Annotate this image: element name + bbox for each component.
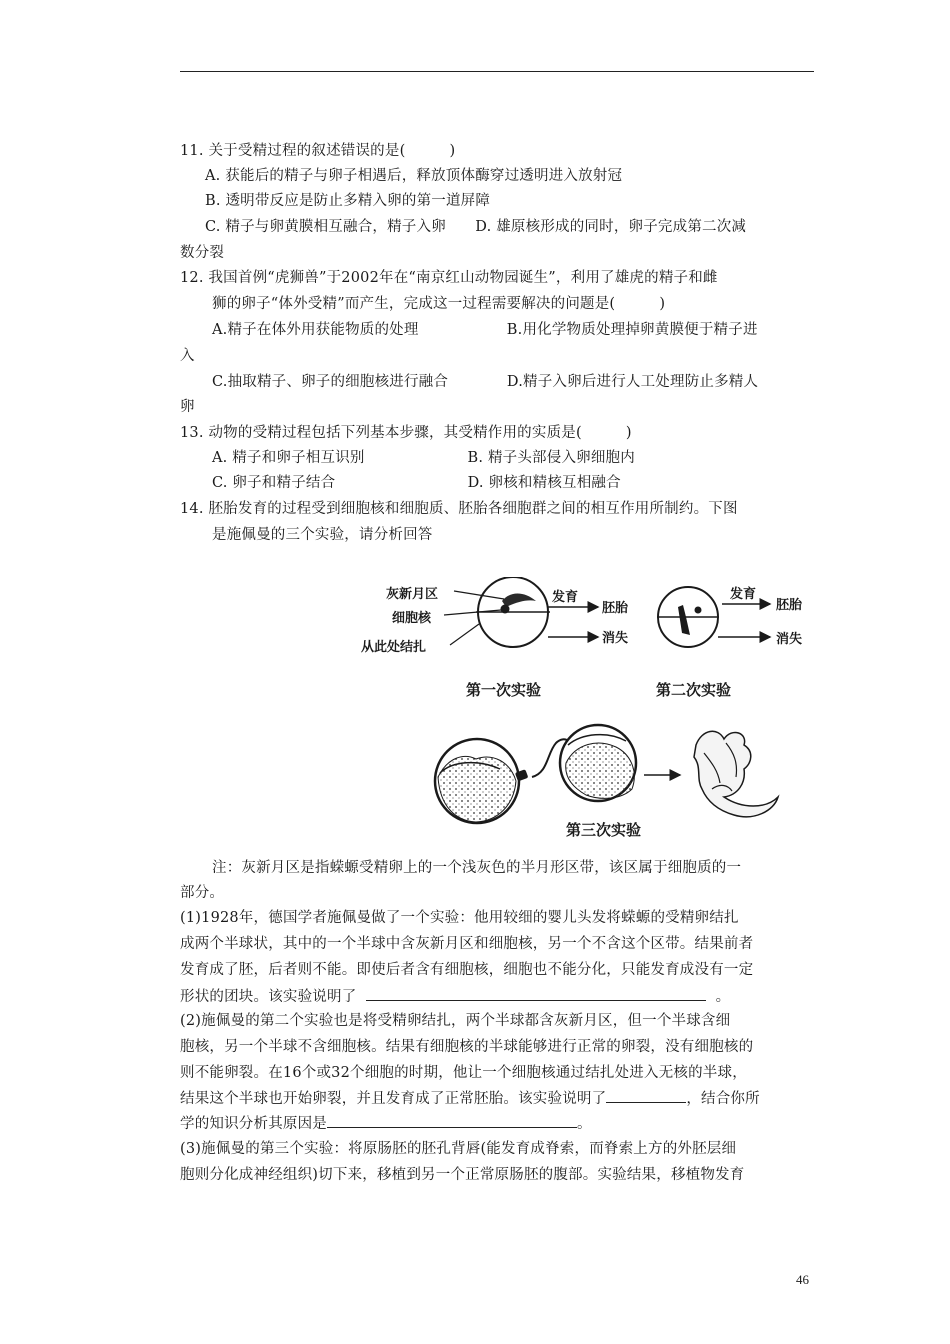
q13-option-ab: A. 精子和卵子相互识别 B. 精子头部侵入卵细胞内	[212, 450, 635, 466]
part2-line4-text: 结果这个半球也开始卵裂，并且发育成了正常胚胎。该实验说明了	[180, 1091, 607, 1107]
exp2-develop-text: 发育	[730, 587, 757, 602]
part1-line4-end: 。	[715, 989, 731, 1005]
note-line1: 注：灰新月区是指蝾螈受精卵上的一个浅灰色的半月形区带，该区属于细胞质的一	[212, 860, 742, 876]
part2-line2: 胞核，另一个半球不含细胞核。结果有细胞核的半球能够进行正常的卵裂，没有细胞核的	[180, 1039, 754, 1055]
part1-line4-text: 形状的团块。该实验说明了	[180, 989, 357, 1005]
exp1-label-nucleus: 细胞核	[392, 611, 432, 626]
q12-stem-line2: 狮的卵子“体外受精”而产生，完成这一过程需要解决的问题是( )	[212, 296, 666, 312]
part3-line1: (3)施佩曼的第三个实验：将原肠胚的胚孔背唇(能发育成脊索，而脊索上方的外胚层细	[180, 1141, 737, 1157]
part1-line3: 发育成了胚，后者则不能。即使后者含有细胞核，细胞也不能分化，只能发育成没有一定	[180, 962, 754, 978]
exp1-caption: 第一次实验	[466, 681, 542, 699]
q12-option-ab: A.精子在体外用获能物质的处理 B.用化学物质处理掉卵黄膜便于精子进	[212, 322, 758, 338]
exp2-embryo-text: 胚胎	[776, 598, 803, 613]
answer-blank-3[interactable]	[327, 1113, 577, 1128]
spemann-experiments-figure	[352, 577, 812, 839]
q14-stem-line2: 是施佩曼的三个实验，请分析回答	[212, 527, 433, 543]
exp2-nucleus	[695, 607, 702, 614]
answer-blank-2[interactable]	[606, 1088, 686, 1103]
experiment-3-diagram	[435, 725, 778, 839]
q12-option-d-cont: 卵	[180, 399, 195, 415]
exp1-label-ligature: 从此处结扎	[361, 640, 427, 655]
exp1-develop-text: 发育	[552, 590, 579, 605]
experiment-1-diagram	[361, 577, 629, 699]
part2-line5-text: 学的知识分析其原因是	[180, 1116, 327, 1132]
q12-option-b-cont: 入	[180, 348, 195, 364]
page-number: 46	[796, 1272, 809, 1287]
q11-option-a: A. 获能后的精子与卵子相遇后，释放顶体酶穿过透明进入放射冠	[205, 168, 623, 184]
q12-stem-line1: 12. 我国首例“虎狮兽”于2002年在“南京红山动物园诞生”，利用了雄虎的精子和雌	[180, 270, 718, 286]
experiment-2-diagram	[656, 586, 803, 699]
part2-line3: 则不能卵裂。在16个或32个细胞的时期，他让一个细胞核通过结扎处进入无核的半球，	[180, 1065, 747, 1081]
q14-stem-line1: 14. 胚胎发育的过程受到细胞核和细胞质、胚胎各细胞群之间的相互作用所制约。下图	[180, 501, 738, 517]
part3-line2: 胞则分化成神经组织)切下来，移植到另一个正常原肠胚的腹部。实验结果，移植物发育	[180, 1167, 745, 1183]
exp1-pointer-ligature	[450, 624, 479, 645]
exp2-vanish-text: 消失	[776, 632, 803, 647]
exp1-vanish-text: 消失	[602, 631, 629, 646]
part1-line2: 成两个半球状，其中的一个半球中含灰新月区和细胞核，另一个不含这个区带。结果前者	[180, 936, 754, 952]
q11-option-d-cont: 数分裂	[180, 245, 225, 261]
header-rule	[180, 71, 814, 72]
exp2-caption: 第二次实验	[656, 681, 732, 699]
q11-option-b: B. 透明带反应是防止多精入卵的第一道屏障	[205, 193, 491, 209]
part2-line4	[180, 1088, 760, 1109]
part1-line4	[180, 986, 730, 1007]
exp3-caption: 第三次实验	[566, 821, 642, 839]
q11-option-cd: C. 精子与卵黄膜相互融合，精子入卵 D. 雄原核形成的同时，卵子完成第二次减	[205, 219, 747, 235]
part2-line4-end: ，结合你所	[686, 1091, 760, 1107]
q11-stem: 11. 关于受精过程的叙述错误的是( )	[180, 143, 456, 159]
answer-blank-1[interactable]	[366, 986, 706, 1001]
q13-stem: 13. 动物的受精过程包括下列基本步骤，其受精作用的实质是( )	[180, 425, 632, 441]
part2-line5	[180, 1113, 592, 1134]
exp1-label-gray-crescent: 灰新月区	[386, 587, 439, 602]
q13-option-cd: C. 卵子和精子结合 D. 卵核和精核互相融合	[212, 475, 621, 491]
exp1-embryo-text: 胚胎	[602, 601, 629, 616]
q12-option-cd: C.抽取精子、卵子的细胞核进行融合 D.精子入卵后进行人工处理防止多精人	[212, 374, 759, 390]
part2-line5-end: 。	[577, 1116, 592, 1132]
part2-line1: (2)施佩曼的第二个实验也是将受精卵结扎，两个半球都含灰新月区，但一个半球含细	[180, 1013, 731, 1029]
note-line2: 部分。	[180, 885, 225, 901]
part1-line1: (1)1928年，德国学者施佩曼做了一个实验：他用较细的婴儿头发将蝾螈的受精卵结扎	[180, 910, 739, 926]
exp1-nucleus	[501, 605, 510, 614]
